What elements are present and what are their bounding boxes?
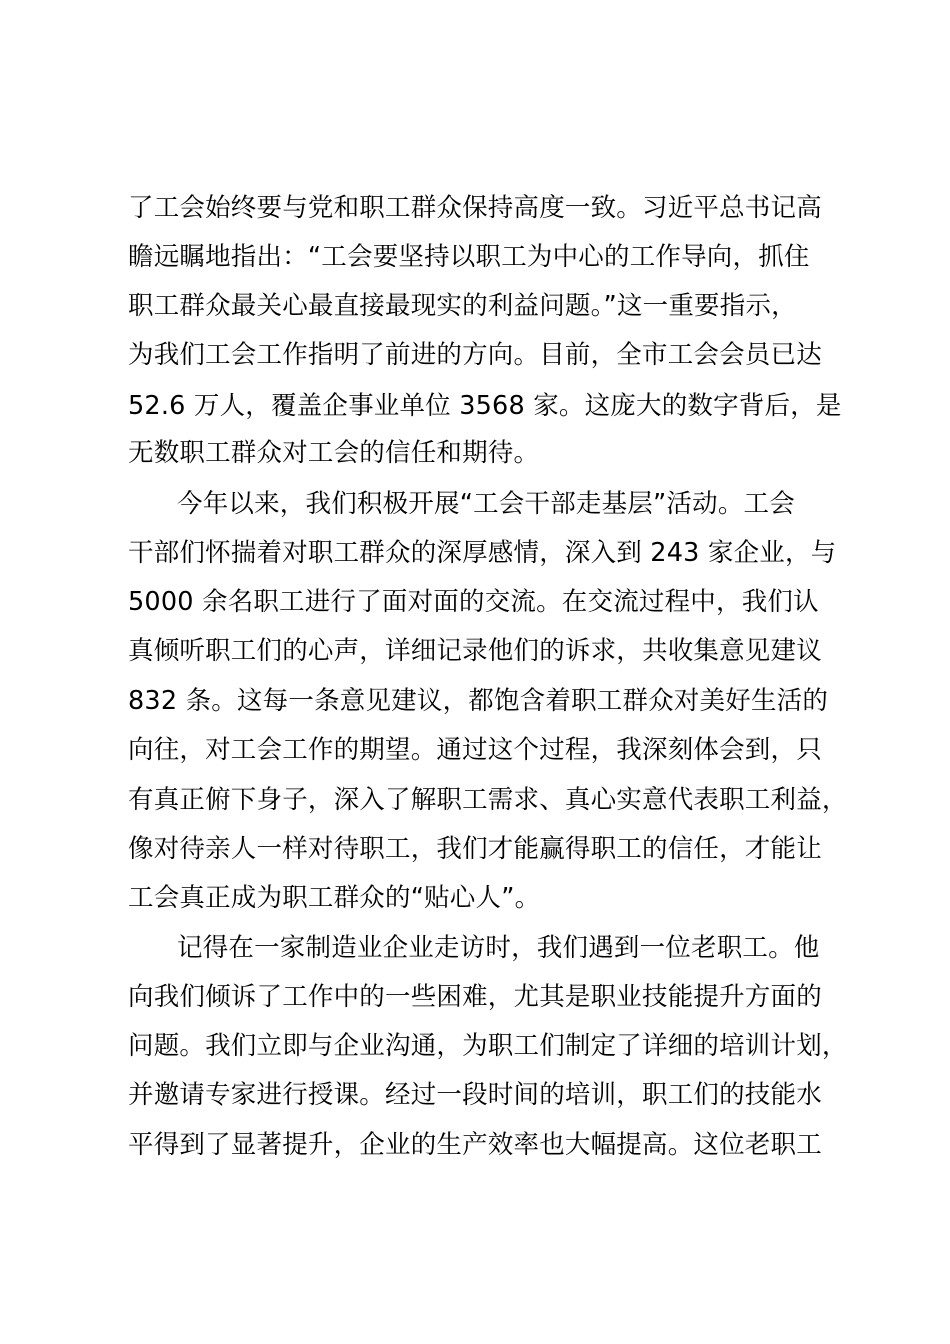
text-line: 干部们怀揣着对职工群众的深厚感情，深入到 243 家企业，与	[128, 538, 837, 568]
text-line: 职工群众最关心最直接最现实的利益问题。”这一重要指示，	[128, 291, 797, 321]
text-line: 5000 余名职工进行了面对面的交流。在交流过程中，我们认	[128, 587, 819, 617]
paragraph-first-line: 记得在一家制造业企业走访时，我们遇到一位老职工。他	[177, 933, 820, 963]
text-line: 无数职工群众对工会的信任和期待。	[128, 438, 540, 468]
text-line: 了工会始终要与党和职工群众保持高度一致。习近平总书记高	[128, 193, 822, 223]
text-line: 向我们倾诉了工作中的一些困难，尤其是职业技能提升方面的	[128, 982, 822, 1012]
text-line: 瞻远瞩地指出：“工会要坚持以职工为中心的工作导向，抓住	[128, 242, 810, 272]
paragraph-first-line: 今年以来，我们积极开展“工会干部走基层”活动。工会	[177, 489, 795, 519]
text-line: 52.6 万人，覆盖企事业单位 3568 家。这庞大的数字背后，是	[128, 391, 842, 421]
text-line: 问题。我们立即与企业沟通，为职工们制定了详细的培训计划，	[128, 1031, 848, 1061]
text-line: 真倾听职工们的心声，详细记录他们的诉求，共收集意见建议	[128, 636, 822, 666]
text-line: 向往，对工会工作的期望。通过这个过程，我深刻体会到，只	[128, 735, 822, 765]
text-line: 并邀请专家进行授课。经过一段时间的培训，职工们的技能水	[128, 1080, 822, 1110]
text-line: 像对待亲人一样对待职工，我们才能赢得职工的信任，才能让	[128, 834, 822, 864]
text-line: 有真正俯下身子，深入了解职工需求、真心实意代表职工利益，	[128, 785, 848, 815]
text-line: 工会真正成为职工群众的“贴心人”。	[128, 883, 541, 913]
text-line: 832 条。这每一条意见建议，都饱含着职工群众对美好生活的	[128, 686, 829, 716]
text-line: 平得到了显著提升，企业的生产效率也大幅提高。这位老职工	[128, 1130, 822, 1160]
text-line: 为我们工会工作指明了前进的方向。目前，全市工会会员已达	[128, 340, 822, 370]
